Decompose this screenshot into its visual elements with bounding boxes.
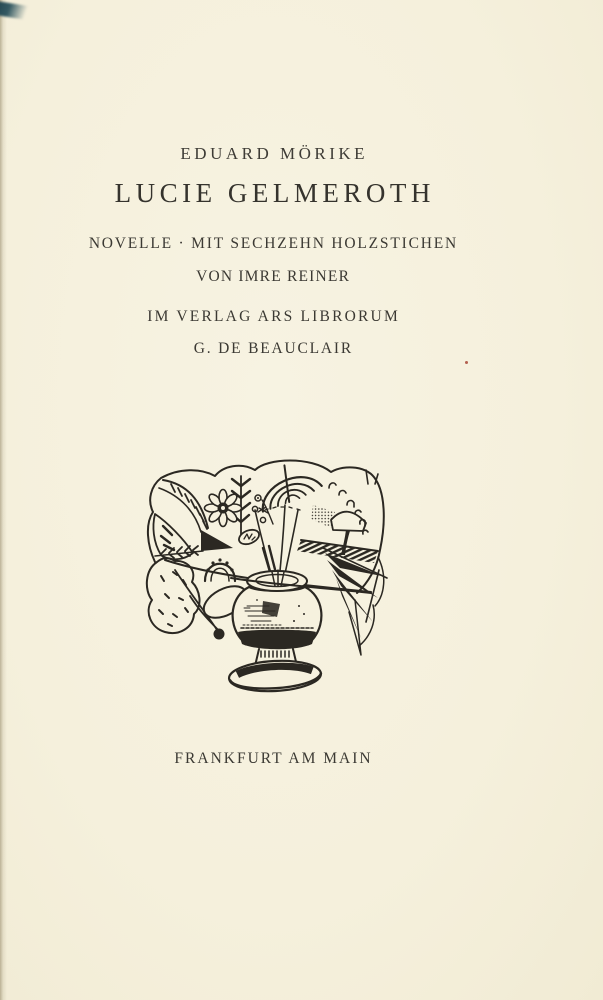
publisher-name: G. DE BEAUCLAIR	[193, 340, 353, 357]
subtitle: NOVELLE · MIT SECHZEHN HOLZSTICHEN	[88, 235, 458, 252]
shell-scallops	[251, 456, 323, 512]
illustrator-byline: VON IMRE REINER	[196, 268, 351, 285]
author-name: EDUARD MÖRIKE	[180, 144, 369, 163]
place-of-publication: FRANKFURT AM MAIN	[174, 750, 373, 767]
woodcut-vase-illustration	[135, 450, 420, 705]
book-title: LUCIE GELMEROTH	[114, 178, 435, 208]
vase	[228, 570, 371, 693]
scan-corner-artifact	[0, 1, 37, 21]
woodcut-svg	[135, 450, 420, 705]
paper-red-speck	[465, 361, 468, 364]
publisher-line: IM VERLAG ARS LIBRORUM	[147, 308, 400, 325]
daisy-flower	[205, 490, 242, 527]
